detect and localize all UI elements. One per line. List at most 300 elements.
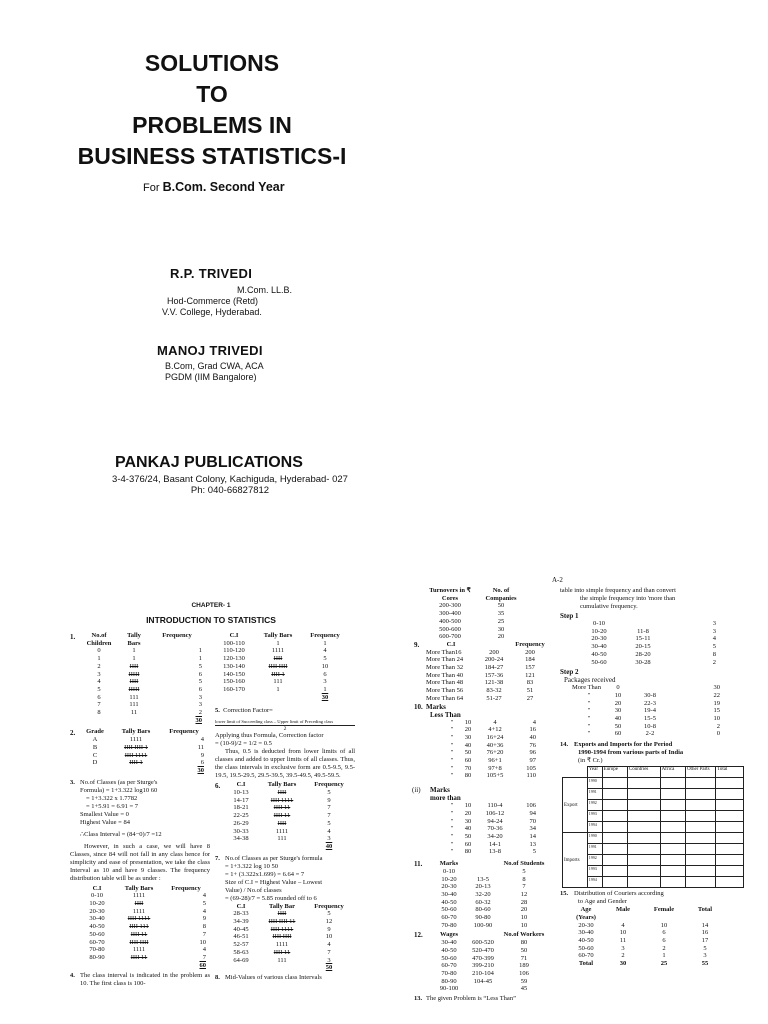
q5-title: Correction Factor= (223, 707, 273, 715)
q10-cell: 96 (529, 749, 536, 757)
q4-cell: 160-170 (223, 685, 245, 693)
q7-cell: 28-33 (233, 910, 249, 918)
q1-cell: 1 (198, 655, 202, 663)
q2-cell: IIII IIII 1 (124, 743, 148, 751)
q10-cell: 34 (529, 825, 536, 833)
q7-cell: 64-69 (233, 956, 249, 964)
q11-cell: 100-90 (473, 921, 493, 929)
table-row (582, 620, 718, 628)
q1-cell: 6 (97, 693, 101, 701)
q11-cell: 20 (520, 906, 528, 914)
q9-cell: More Than 48 (426, 679, 464, 687)
author2-credentials (165, 361, 264, 383)
q1-cell: IIII (129, 662, 139, 670)
step2-cell: More Than (572, 684, 601, 692)
q4-cell: 1111 (271, 647, 285, 655)
table-row (582, 635, 718, 643)
q13-number: 13. (414, 995, 423, 1003)
q6-cell: IIII (277, 819, 287, 827)
q6-cell: 7 (327, 804, 331, 812)
table-row (570, 684, 722, 692)
q7-line: = 1+ (3.322x1.699) = 6.64 = 7 (225, 870, 305, 878)
q10-cell: 110-4 (487, 802, 503, 810)
q14-col-header: Countries (627, 767, 660, 778)
q10-cell: 13 (529, 840, 536, 848)
step1-cell: 8 (712, 650, 716, 658)
q1-total: 30 (195, 716, 202, 724)
q15-header: Total (697, 906, 713, 914)
step2-label: Step 2 (560, 668, 579, 677)
q11-cell: 10 (520, 914, 528, 922)
page2-left-column (412, 587, 554, 1003)
q5-paragraph: Thus, 0.5 is deducted from lower limits of all classes and added to upper limits of all classes. Thus, the class intervals in exclusive form are 0.5-9.5, 9.5-19.5, 19.5-29.5, 29.5-39.5, 39.5-49.5, 49.5-59.5. (215, 748, 355, 780)
q3-total: 60 (199, 961, 206, 969)
step1-cell: 4 (712, 635, 716, 643)
turnover-cell: 300-400 (439, 610, 461, 618)
step1-cell: 0-10 (593, 620, 605, 627)
step2-cell: 30 (713, 684, 720, 692)
step1-cell: 40-50 (591, 650, 607, 658)
q3-cell: 0-10 (91, 892, 103, 900)
table-row (424, 664, 550, 672)
q12-header: Wages (439, 931, 459, 939)
table-row: " 40 40+36 76 (450, 741, 536, 749)
q12-cell: 600-520 (472, 939, 494, 947)
q12-cell: 70-80 (441, 969, 457, 977)
q9-cell: More Than 40 (426, 671, 464, 679)
q15-cell: 6 (662, 929, 666, 937)
q6-cell: 34-38 (233, 835, 249, 843)
q4-block (68, 972, 210, 988)
step2-cell: 0 (616, 684, 620, 692)
q1-cell: 11 (130, 709, 138, 717)
q1-cell: 5 (97, 685, 101, 693)
table-row (424, 618, 526, 626)
q9-cell: 27 (526, 694, 534, 702)
table-row (80, 694, 204, 702)
table-row (225, 835, 351, 843)
q1-cell: 7 (97, 701, 101, 709)
table-row: " 60 14-1 13 (450, 840, 536, 848)
table-row: " 30 16+24 40 (450, 733, 536, 741)
q12-cell: 30-40 (441, 939, 457, 947)
table-row (424, 672, 550, 680)
step2-cell: 10 (713, 715, 720, 723)
q10-cell: 14-1 (489, 840, 501, 848)
q3-class-interval: ∴Class Interval = (84−0)/7 =12 (80, 830, 162, 838)
q10-cell: 30 (464, 817, 472, 825)
q2-cell: A (92, 736, 98, 744)
step2-cell: 50 (614, 722, 622, 730)
table-row (215, 686, 347, 694)
q7-cell: 9 (327, 925, 331, 933)
q4-cell: 3 (323, 678, 327, 686)
q15-cell: 10 (619, 929, 627, 937)
q10-cell: 60 (464, 757, 472, 765)
table-row (80, 701, 204, 709)
q1-cell: IIIII (128, 670, 140, 678)
table-row (80, 892, 208, 900)
q11-cell: 10-20 (441, 875, 457, 883)
table-row (568, 952, 724, 960)
q6-cell: 18-21 (233, 804, 249, 812)
q15-cell: 30 (619, 960, 627, 968)
q14-import-label: Imports (563, 833, 588, 888)
step1-cell: 30-40 (591, 643, 607, 651)
q4-cell: 130-140 (223, 662, 245, 670)
step1-cell: 30-28 (635, 658, 651, 666)
q3-cell: 8 (202, 923, 206, 931)
author1-name: R.P. TRIVEDI (170, 266, 253, 281)
q12-block (412, 931, 554, 993)
table-row (424, 679, 550, 687)
q12-cell: 45 (520, 985, 528, 993)
q4-cell: 1 (276, 639, 280, 647)
q10-number: 10. (414, 702, 423, 711)
q3-paragraph: However, in such a case, we will have 8 Classes, since 84 will not fall in any class hence for simplicity and ease of presentation, we take the class Interval as 10 and have 9 classes. The frequency distribution table will be as under : (70, 842, 210, 882)
q6-cell: 3 (327, 835, 331, 843)
step2-cell: 30 (614, 707, 622, 715)
table-row (424, 695, 550, 703)
table-row (568, 960, 724, 968)
q3-cell: IIII 11 (130, 930, 148, 938)
q14-col-header: Total (716, 767, 744, 778)
step1-label: Step 1 (560, 612, 579, 620)
step2-cell: 19 (713, 699, 720, 707)
q6-header: Frequency (314, 781, 344, 789)
table-row (80, 647, 204, 655)
table-row (225, 957, 351, 965)
q15-line: to Age and Gender (578, 898, 627, 906)
chapter-label: CHAPTER- 1 (191, 602, 231, 609)
q1-cell: 3 (97, 670, 101, 678)
author1-credential-line: V.V. College, Hyderabad. (162, 307, 262, 317)
step2-cell: 30-8 (644, 691, 656, 699)
table-row (432, 962, 548, 970)
table-row (80, 671, 204, 679)
q14-year: 1993 (587, 811, 602, 822)
table-row (568, 929, 724, 937)
q10-title: Marks (426, 702, 446, 711)
q9-cell: 184-27 (484, 664, 504, 672)
turnover-cell: 25 (497, 617, 505, 625)
q15-cell: 17 (701, 936, 709, 944)
q1-cell: 6 (198, 670, 202, 678)
q1-cell: IIIII (128, 685, 140, 693)
q10-less-than-table (446, 719, 538, 781)
book-title (0, 48, 424, 172)
q14-grid-table (562, 766, 744, 888)
table-row (432, 947, 548, 955)
q15-header: Female (653, 906, 675, 914)
q2-cell: D (92, 759, 98, 767)
q3-header: Tally Bars (124, 884, 154, 892)
q10-cell: 97+8 (488, 764, 502, 772)
table-row: " 50 34-20 14 (450, 832, 536, 840)
q13-text: The given Problem is “Less Than” (426, 995, 516, 1003)
q2-header: Tally Bars (121, 728, 151, 736)
q7-total: 50 (325, 964, 333, 972)
q14-year: 1992 (587, 855, 602, 866)
q6-cell: IIII (277, 789, 287, 797)
q11-cell: 60-32 (475, 898, 491, 906)
table-row: " 30 19-4 15 (587, 707, 720, 715)
q7-cell: 3 (327, 956, 331, 964)
q3-cell: IIII 111 (129, 923, 149, 931)
q13-intro-line: the simple frequency into 'more than (580, 595, 676, 602)
q10-cell: 40 (464, 825, 472, 833)
table-row (225, 797, 351, 805)
q11-cell: 80-60 (475, 906, 491, 914)
q15-cell: 1 (662, 952, 666, 960)
table-row: " 30 94-24 70 (450, 817, 536, 825)
q1-header-tally: Tally Bars (127, 632, 141, 647)
q9-cell: More Than 32 (426, 664, 464, 672)
table-row: " 20 4+12 16 (450, 726, 536, 734)
q7-cell: 52-57 (233, 941, 249, 949)
q9-cell: More Than16 (426, 648, 462, 656)
q11-header: Marks (439, 860, 459, 868)
q9-cell: 51 (526, 687, 534, 695)
q14-line: 1990-1994 from various parts of India (578, 749, 684, 757)
q3-line: Formula) = 1+3.322 log10 60 (80, 786, 158, 794)
q6-cell: IIII 11 (273, 812, 291, 820)
q4-number: 4. (70, 972, 75, 980)
q12-cell (466, 985, 500, 993)
q12-cell: 470-399 (472, 954, 494, 962)
step1-cell: 11-8 (637, 627, 649, 635)
q15-cell: 40-50 (578, 936, 594, 944)
q4-cell: 1 (323, 639, 327, 647)
q12-cell: 520-470 (472, 946, 494, 954)
author1-credential-line: Hod-Commerce (Retd) (167, 296, 259, 306)
q7-cell: IIII IIII 11 (268, 918, 296, 926)
q3-line: = 1+5.91 = 6.91 = 7 (86, 802, 139, 810)
q10-cell: 70 (529, 817, 536, 825)
table-row (424, 602, 526, 610)
q11-header: No.of Students (503, 860, 545, 868)
table-row (432, 891, 548, 899)
step2-cell (628, 684, 672, 692)
q4-cell: 1 (323, 685, 327, 693)
q10-cell: 80 (464, 772, 472, 780)
q10-more-than-table (446, 802, 538, 856)
q6-cell: 5 (327, 789, 331, 797)
q3-cell: 7 (202, 953, 206, 961)
step1-cell (616, 620, 670, 628)
q14-col-header: Africa (660, 767, 685, 778)
subtitle-text: B.Com. Second Year (162, 180, 285, 194)
q12-cell: 399-210 (472, 962, 494, 970)
table-row (432, 906, 548, 914)
q4-cell: 6 (323, 670, 327, 678)
q15-cell: 25 (660, 960, 668, 968)
q11-cell: 5 (522, 867, 526, 875)
q11-block (412, 860, 554, 929)
q7-cell: 40-45 (233, 925, 249, 933)
q9-number: 9. (414, 640, 420, 649)
q15-cell: 5 (703, 944, 707, 952)
table-row (432, 883, 548, 891)
table-row (80, 663, 204, 671)
step2-cell: 15 (713, 707, 720, 715)
table-row (215, 671, 347, 679)
step1-cell: 50-60 (591, 658, 607, 666)
q3-cell: 10-20 (89, 900, 105, 908)
q7-number: 7. (215, 854, 220, 862)
q7-header: C.I (236, 902, 246, 910)
q3-cell: 9 (202, 915, 206, 923)
q6-cell: 1111 (275, 827, 289, 835)
q15-number: 15. (560, 890, 569, 898)
q6-header: C.I (236, 781, 246, 789)
table-row (225, 804, 351, 812)
q15-cell: Total (578, 960, 594, 968)
step2-cell: 10 (614, 691, 622, 699)
table-row (80, 915, 208, 923)
subtitle-prefix: For (143, 182, 160, 194)
q10-cell: 34-20 (487, 832, 503, 840)
table-row (225, 820, 351, 828)
step1-cell: 15-11 (635, 635, 651, 643)
title-line: BUSINESS STATISTICS-I (77, 143, 347, 169)
step1-cell: 5 (712, 643, 716, 651)
table-row (424, 687, 550, 695)
turnover-cell: 20 (497, 633, 505, 641)
q9-cell: 121 (525, 671, 535, 679)
q15-cell: 16 (701, 929, 709, 937)
author1-credentials (162, 285, 292, 318)
q10-cell: 20 (464, 726, 472, 734)
q4-header: C.I (229, 632, 239, 639)
q11-cell: 90-80 (475, 914, 491, 922)
q12-cell: 189 (519, 962, 529, 970)
table-row (215, 678, 347, 686)
q11-cell: 70-80 (441, 921, 457, 929)
table-row (225, 941, 351, 949)
q7-cell: 12 (325, 918, 333, 926)
q3-line: No.of Classes (as per Sturge's (80, 778, 158, 786)
q9-cell: More Than 56 (426, 687, 464, 695)
q1-cell: IIII (129, 678, 139, 686)
q8-block (215, 974, 355, 982)
q10-cell: 106-12 (485, 809, 505, 817)
q11-cell: 28 (520, 898, 528, 906)
table-row (80, 946, 208, 954)
table-row (225, 789, 351, 797)
q7-cell: 5 (327, 910, 331, 918)
turnover-cell: 500-600 (439, 625, 461, 633)
q2-header: Frequency (169, 728, 199, 736)
q10-cell: 16 (529, 726, 536, 734)
q10-cell: 13-8 (489, 848, 501, 856)
q7-cell: 34-39 (233, 918, 249, 926)
table-row: " 50 76+20 96 (450, 749, 536, 757)
table-row: " 20 106-12 94 (450, 809, 536, 817)
q1-cell: 3 (198, 701, 202, 709)
q3-cell: 50-60 (89, 930, 105, 938)
q14-export-label: Export (563, 778, 588, 833)
q3-line: Smallest Value = 0 (80, 810, 129, 818)
q1-cell: 2 (198, 709, 202, 717)
step2-cell: 60 (614, 730, 622, 738)
q7-header: Frequency (314, 902, 344, 910)
q7-cell: IIII (277, 910, 287, 918)
q4-cell: IIII IIII (268, 662, 288, 670)
q12-cell: 50 (520, 946, 528, 954)
q1-cell: 2 (97, 662, 101, 670)
table-row: " 60 2-2 0 (587, 730, 720, 738)
table-row (432, 978, 548, 986)
table-row: " 80 105+5 110 (450, 772, 536, 780)
q4-total: 30 (321, 693, 329, 701)
table-row (432, 876, 548, 884)
q6-total: 40 (325, 842, 333, 850)
q7-cell: 58-63 (233, 948, 249, 956)
table-row (80, 686, 204, 694)
q6-cell: 4 (327, 827, 331, 835)
q10-cell: 105 (526, 764, 536, 772)
q1-cell: 5 (198, 678, 202, 686)
q7-cell: 1111 (275, 941, 289, 949)
q5-block (215, 707, 355, 780)
q15-cell: 3 (621, 944, 625, 952)
q9-header: C.I (446, 640, 456, 648)
q7-line: = 1+3.322 log 10 50 (225, 862, 279, 870)
q3-table (80, 885, 208, 970)
q14-grid-wrap (562, 766, 764, 888)
q10-subtitle: Less Than (430, 710, 461, 719)
q1-cell: 3 (198, 693, 202, 701)
q12-cell: 104-45 (473, 977, 493, 985)
q3-cell: IIII IIII (129, 938, 149, 946)
table-row (215, 647, 347, 655)
q11-cell: 30-40 (441, 890, 457, 898)
publisher-phone: Ph: 040-66827812 (190, 485, 270, 496)
table-row (432, 914, 548, 922)
q7-line: Value) / No.of classes (225, 886, 282, 894)
table-row: " 20 22-3 19 (587, 699, 720, 707)
author2-name: MANOJ TRIVEDI (157, 343, 263, 358)
q1-block (68, 632, 210, 724)
q6-cell: 10-13 (233, 789, 249, 797)
q4-cell: 120-130 (223, 655, 245, 663)
q1-header-frequency: Frequency (162, 632, 192, 639)
q9-cell: 121-38 (484, 679, 504, 687)
title-line: SOLUTIONS (144, 50, 280, 76)
q11-cell (466, 868, 500, 876)
q6-cell: 26-29 (233, 819, 249, 827)
table-row (424, 633, 526, 641)
q10-cell: 10 (464, 802, 472, 810)
table-row (80, 678, 204, 686)
q10-cell: 97 (529, 757, 536, 765)
table-row (225, 933, 351, 941)
q10-cell: 4 (493, 718, 497, 726)
solutions-page-1 (68, 598, 358, 1024)
q6-block (215, 781, 355, 850)
q1-cell: 1 (198, 647, 202, 655)
q2-header: Grade (86, 728, 104, 736)
table-row (225, 812, 351, 820)
q14-year: 1990 (587, 833, 602, 844)
q9-cell: 83 (526, 679, 534, 687)
table-row (432, 899, 548, 907)
table-row (80, 736, 206, 744)
q1-number: 1. (70, 633, 76, 641)
table-row: " 10 110-4 106 (450, 802, 536, 810)
step2-subtitle: Packages received (564, 676, 616, 685)
